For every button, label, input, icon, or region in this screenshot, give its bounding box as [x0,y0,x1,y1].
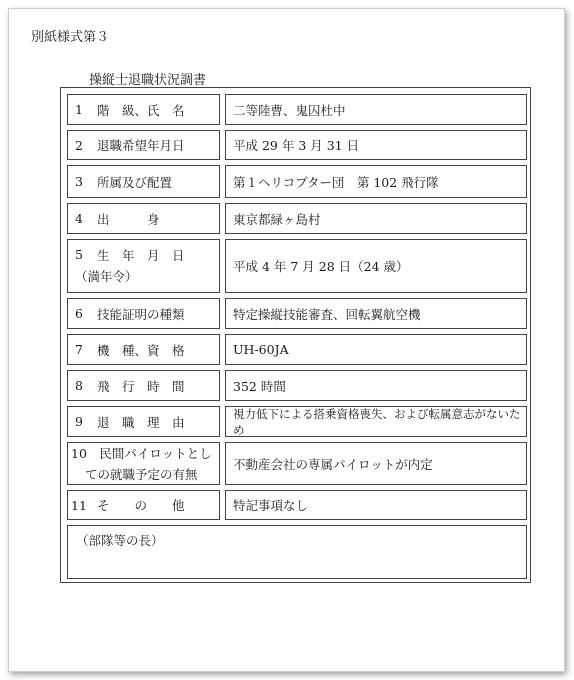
row-label-text: 階 級、氏 名 [97,102,185,118]
row-value: 不動産会社の専属パイロットが内定 [225,442,527,485]
row-label-text: 飛 行 時 間 [97,378,185,394]
row-value: 特定操縦技能審査、回転翼航空機 [225,298,527,329]
row-number: 2 [75,137,83,153]
row-label-text: 技能証明の種類 [97,306,185,322]
row-label-text: 退 職 理 由 [97,414,185,430]
table-row [61,94,530,125]
row-label-text: そ の 他 [97,498,185,513]
table-row [61,239,530,293]
row-label [67,490,220,520]
row-label [67,334,220,365]
remarks-label: （部隊等の長） [76,533,164,548]
table-row [61,203,530,234]
row-label-text [71,443,212,464]
row-label-text: 生 年 月 日 [97,248,185,263]
row-number: 1 [75,102,83,117]
row-number: 6 [75,306,83,321]
form-number: 別紙様式第３ [31,30,110,45]
row-number: 4 [75,211,83,226]
table-row [61,406,530,437]
table-row [61,442,530,485]
record-table [60,87,531,583]
row-label-text-line2: （満年令） [75,269,138,284]
row-label-text: 出 身 [97,211,160,227]
row-number: 10 [71,445,87,461]
row-label-text-line2: ての就職予定の有無 [85,466,198,482]
row-number: 9 [75,414,83,429]
row-label [67,406,220,437]
row-label [67,165,220,198]
row-label-text: 機 種、資 格 [97,342,185,358]
table-row [61,298,530,329]
row-label [67,370,220,401]
row-value: 視力低下による搭乗資格喪失、および転属意志がないため [225,406,527,437]
row-number: 7 [75,342,83,357]
row-label-text-line1: 民間パイロットとし [99,445,212,461]
row-value: 特記事項なし [225,490,527,520]
row-label [67,442,220,485]
document-page [8,8,565,672]
row-label [67,203,220,234]
remarks-box [67,525,527,579]
row-number: 8 [75,378,83,393]
row-label [67,239,220,293]
table-row [61,334,530,365]
row-value: 352 時間 [225,370,527,401]
table-row [61,130,530,160]
row-label [67,130,220,160]
row-value: 平成 4 年 7 月 28 日（24 歳） [225,239,527,293]
document-title: 操縦士退職状況調書 [89,73,207,88]
row-value: 二等陸曹、鬼囚杜中 [225,94,527,125]
row-label [67,298,220,329]
table-row [61,490,530,520]
row-number: 3 [75,174,83,189]
row-number: 11 [71,497,87,513]
row-label [67,94,220,125]
row-value: 第１ヘリコプター団 第 102 飛行隊 [225,165,527,198]
row-label-text: 退職希望年月日 [97,138,185,153]
row-value: 平成 29 年 3 月 31 日 [225,130,527,160]
row-value: UH-60JA [225,334,527,365]
row-value: 東京都緑ヶ島村 [225,203,527,234]
row-number: 5 [75,247,83,262]
row-label-text: 所属及び配置 [97,174,173,190]
table-row [61,165,530,198]
table-row [61,370,530,401]
